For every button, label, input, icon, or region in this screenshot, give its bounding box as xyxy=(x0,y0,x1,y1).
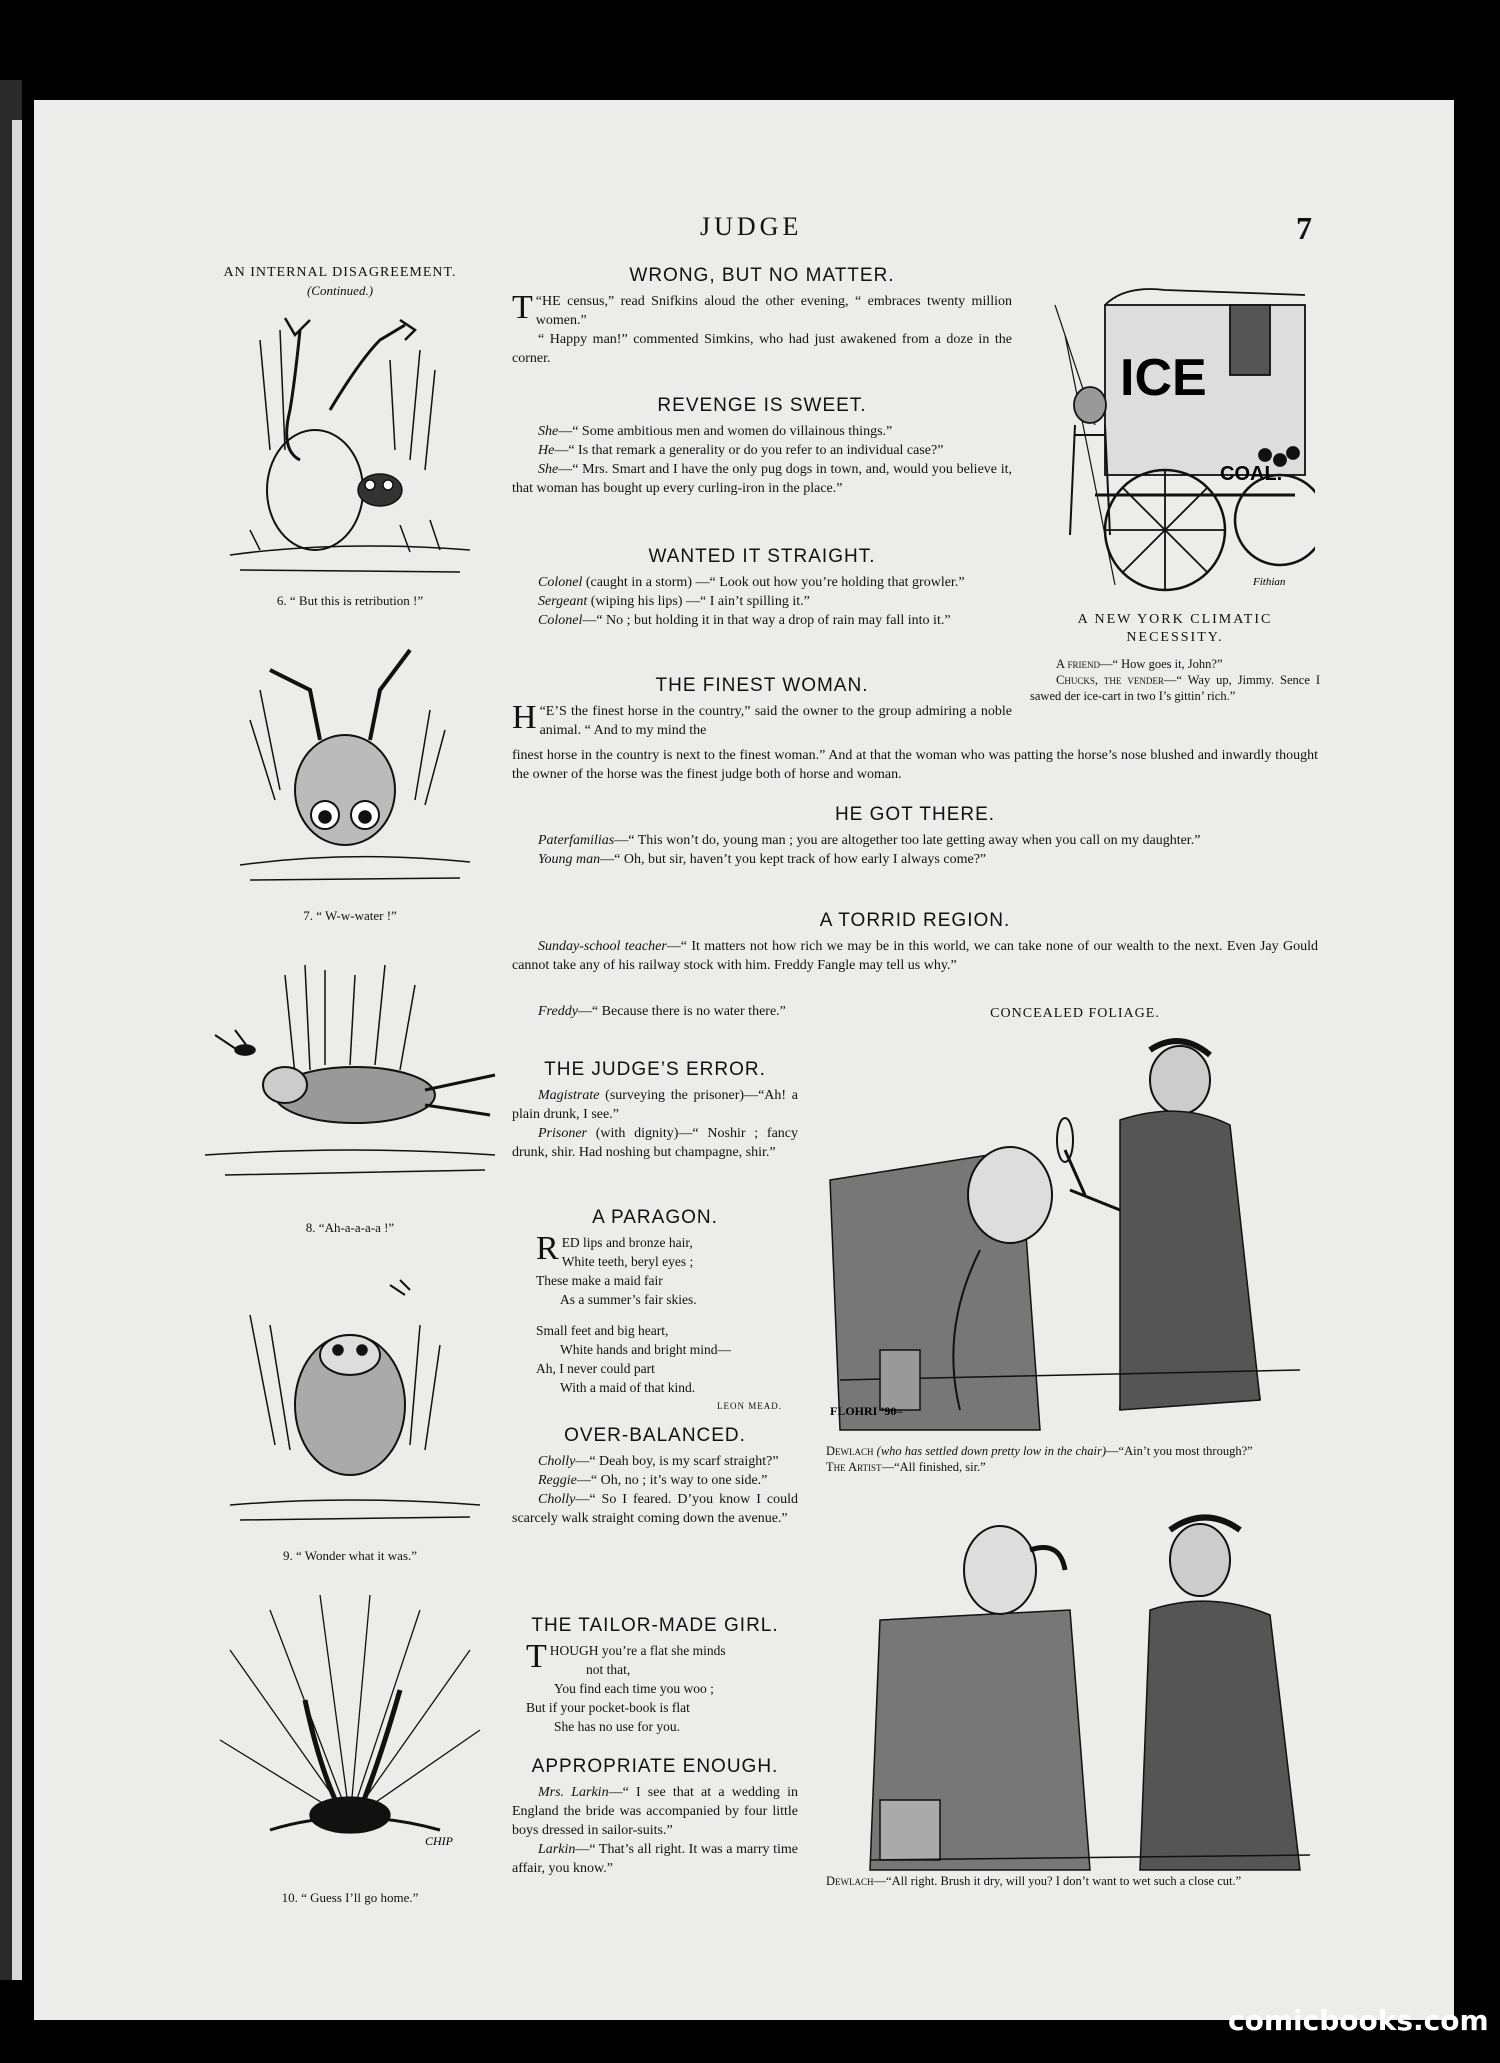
foliage-title: CONCEALED FOLIAGE. xyxy=(990,1006,1160,1021)
frog-caption-7: 7. “ W-w-water !” xyxy=(303,908,397,923)
finest-dropcap: H xyxy=(512,699,537,736)
finest-title: THE FINEST WOMAN. xyxy=(655,675,869,696)
paragon-poem: RED lips and bronze hair, White teeth, beryl eyes ; These make a maid fair As a summer’s fair skies. Small feet and big heart, White hands and bright mind— Ah, I never could part With a maid of that kind. LEON MEAD. xyxy=(536,1233,796,1416)
tailor-dropcap: T xyxy=(526,1638,547,1675)
frog-caption-6: 6. “ But this is retribution !” xyxy=(276,593,424,608)
coal-sign: COAL. xyxy=(1220,463,1283,485)
frog-panel-6-illustration xyxy=(220,300,480,590)
frog-signature: CHIP xyxy=(425,1834,453,1848)
frog-caption-8: 8. “Ah-a-a-a-a !” xyxy=(305,1220,395,1235)
appropriate-body: Mrs. Larkin—“ I see that at a wedding in England the bride was accompanied by four little boys dressed in sailor-suits.” Larkin—“ That’s all right. It was a marry time affair, you know.” xyxy=(512,1785,798,1876)
barber-cartoon-2-illustration xyxy=(860,1500,1320,1880)
wrong-title: WRONG, BUT NO MATTER. xyxy=(629,265,895,286)
page-number: 7 xyxy=(1296,210,1312,246)
foliage-signature: FLOHRI ’90– xyxy=(830,1404,903,1418)
masthead-title: JUDGE xyxy=(700,212,803,241)
finest-body-bottom: finest horse in the country is next to the finest woman.” And at that the woman who was patting the horse’s nose blushed and inwardly thought the owner of the horse was the finest judge both of horse and woman. xyxy=(512,748,1318,782)
balanced-title: OVER-BALANCED. xyxy=(564,1425,746,1446)
foliage-caption-1: Dewlach (who has settled down pretty low in the chair)—“Ain’t you most through?” The Artist—“All finished, sir.” xyxy=(826,1444,1253,1474)
foliage-caption-2: Dewlach—“All right. Brush it dry, will you? I don’t want to wet such a close cut.” xyxy=(826,1874,1242,1888)
site-watermark: comicbooks.com xyxy=(1228,2004,1489,2037)
there-title: HE GOT THERE. xyxy=(834,804,996,825)
wrong-body: T “HE census,” read Snifkins aloud the other evening, “ embraces twenty million women.” “ Happy man!” commented Simkins, who had just awakened from a doze in the corner. xyxy=(512,289,1012,366)
finest-body-top: H “E’S the finest horse in the country,” said the owner to the group admiring a noble animal. “ And to my mind the xyxy=(512,699,1012,738)
appropriate-title: APPROPRIATE ENOUGH. xyxy=(531,1756,779,1777)
revenge-title: REVENGE IS SWEET. xyxy=(657,395,867,416)
tailor-poem: THOUGH you’re a flat she minds not that, You find each time you woo ; But if your pocket-book is flat She has no use for you. xyxy=(526,1638,726,1734)
wanted-body: Colonel (caught in a storm) —“ Look out how you’re holding that growler.” Sergeant (wiping his lips) —“ I ain’t spilling it.” Colonel—“ No ; but holding it in that way a drop of rain may fall into it.” xyxy=(538,575,965,628)
revenge-body: She—“ Some ambitious men and women do villainous things.” He—“ Is that remark a generality or do you refer to an individual case?” She—“ Mrs. Smart and I have the only pug dogs in town, and, would you believe it, that woman has bought up every curling-iron in the place.” xyxy=(512,424,1012,496)
paragon-dropcap: R xyxy=(536,1230,559,1267)
ice-cart-title: A NEW YORK CLIMATIC NECESSITY. xyxy=(1077,612,1273,645)
torrid-title: A TORRID REGION. xyxy=(819,910,1011,931)
wrong-dropcap: T xyxy=(512,289,533,326)
balanced-body: Cholly—“ Deah boy, is my scarf straight?” Reggie—“ Oh, no ; it’s way to one side.” Cholly—“ So I feared. D’you know I could scarcely walk straight coming down the avenue.” xyxy=(512,1454,798,1526)
wanted-title: WANTED IT STRAIGHT. xyxy=(648,546,876,567)
frog-strip-subtitle: (Continued.) xyxy=(306,283,374,298)
wrong-p2: “ Happy man!” commented Simkins, who had just awakened from a doze in the corner. xyxy=(512,332,1012,366)
torrid-body: Sunday-school teacher—“ It matters not how rich we may be in this world, we can take none of our wealth to the next. Even Jay Gould cannot take any of his railway stock with him. Freddy Fangle may tell us why.” xyxy=(512,939,1318,973)
barber-cartoon-1-illustration xyxy=(820,1030,1320,1440)
error-title: THE JUDGE’S ERROR. xyxy=(544,1059,766,1080)
ice-sign: ICE xyxy=(1120,349,1207,407)
frog-panel-7-illustration xyxy=(220,630,480,900)
frog-caption-10: 10. “ Guess I’ll go home.” xyxy=(281,1890,419,1905)
paragon-author: LEON MEAD. xyxy=(717,1401,782,1411)
previous-page-edge xyxy=(12,120,22,1980)
paragon-title: A PARAGON. xyxy=(592,1207,718,1228)
ice-cart-signature: Fithian xyxy=(1253,576,1286,588)
frog-panel-8-illustration xyxy=(205,955,505,1195)
ice-cart-caption: A friend—“ How goes it, John?” Chucks, the vender—“ Way up, Jimmy. Sence I sawed der ice-cart in two I’s gittin’ rich.” xyxy=(1030,657,1320,703)
tailor-title: THE TAILOR-MADE GIRL. xyxy=(531,1615,779,1636)
ice-cart-illustration xyxy=(1035,285,1315,595)
torrid-answer: Freddy—“ Because there is no water there.” xyxy=(538,1004,786,1019)
frog-panel-10-illustration xyxy=(210,1590,490,1870)
frog-caption-9: 9. “ Wonder what it was.” xyxy=(282,1548,418,1563)
frog-panel-9-illustration xyxy=(220,1265,490,1535)
frog-strip-title: AN INTERNAL DISAGREEMENT. xyxy=(223,265,457,280)
there-body: Paterfamilias—“ This won’t do, young man ; you are altogether too late getting away when you call on my daughter.” Young man—“ Oh, but sir, haven’t you kept track of how early I always come?” xyxy=(538,833,1201,867)
error-body: Magistrate (surveying the prisoner)—“Ah! a plain drunk, I see.” Prisoner (with dignity)—“ Noshir ; fancy drunk, shir. Had noshing but champagne, shir.” xyxy=(512,1088,798,1160)
